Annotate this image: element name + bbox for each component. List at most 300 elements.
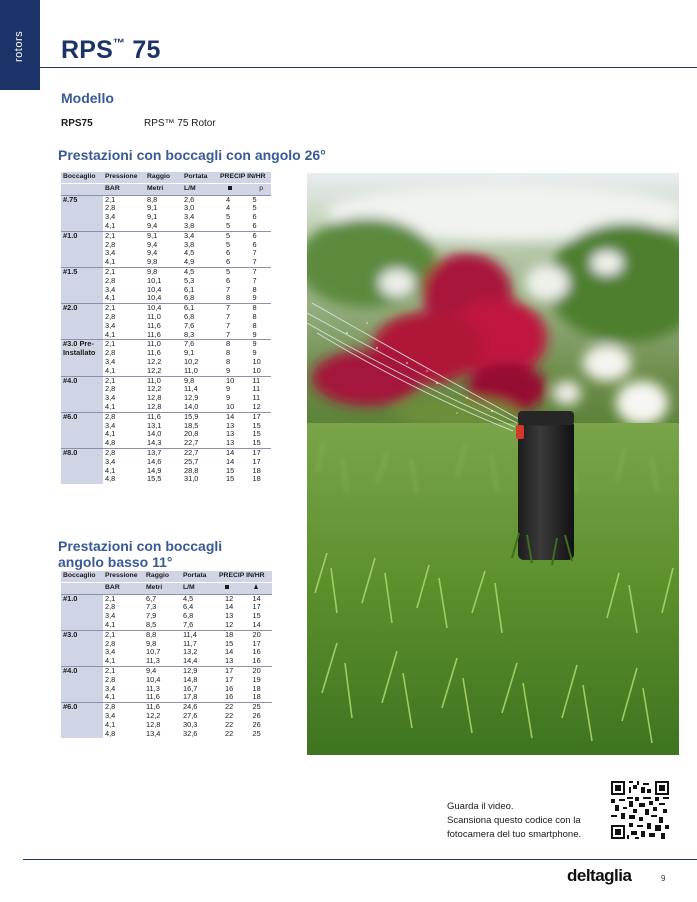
nozzle-group <box>61 195 271 231</box>
table1-heading: Prestazioni con boccagli con angolo 26° <box>58 147 326 163</box>
nozzle-label: #1.5 <box>61 267 103 303</box>
pressure-cell: 2,1 <box>105 230 116 240</box>
flow-cell: 32,6 <box>183 728 198 738</box>
qr-code-icon[interactable] <box>611 781 669 839</box>
flow-cell: 12,9 <box>183 665 198 675</box>
precip-triangle-cell: 7 <box>252 257 257 267</box>
flow-cell: 6,8 <box>183 611 194 621</box>
table-row <box>61 666 272 675</box>
radius-cell: 7,9 <box>146 611 157 621</box>
precip-triangle-cell: 15 <box>252 420 261 430</box>
flow-cell: 4,5 <box>184 248 195 258</box>
col-precip: PRECIP IN/HR <box>217 571 272 582</box>
precip-triangle-cell: 18 <box>252 465 261 475</box>
table-row <box>61 304 271 313</box>
radius-cell: 9,1 <box>147 203 158 213</box>
radius-cell: 6,7 <box>146 593 157 603</box>
flow-cell: 3,4 <box>184 230 195 240</box>
flow-cell: 14,8 <box>183 674 198 684</box>
nozzle-label: #3.0 <box>61 630 103 666</box>
pressure-cell: 4,1 <box>105 692 116 702</box>
title-main: RPS <box>61 36 114 64</box>
nozzle-group <box>61 630 272 666</box>
precip-triangle-cell: 11 <box>252 384 261 394</box>
pressure-cell: 2,1 <box>105 266 116 276</box>
precip-square-cell: 14 <box>226 411 235 421</box>
col-pressure-unit: BAR <box>103 183 145 195</box>
precip-triangle-cell: 9 <box>252 329 257 339</box>
flow-cell: 22,7 <box>184 438 199 448</box>
flow-cell: 7,6 <box>184 320 195 330</box>
pressure-cell: 2,8 <box>105 384 116 394</box>
flow-cell: 6,4 <box>183 602 194 612</box>
precip-triangle-cell: 6 <box>252 220 257 230</box>
pressure-cell: 4,1 <box>105 719 116 729</box>
pressure-cell: 4,1 <box>105 365 116 375</box>
table-row <box>61 195 271 204</box>
flow-cell: 11,4 <box>184 384 198 394</box>
radius-cell: 14,0 <box>147 429 162 439</box>
col-nozzle: Boccaglio <box>61 172 103 183</box>
precip-square-cell: 9 <box>226 365 231 375</box>
footer-rule <box>23 859 697 860</box>
flow-cell: 25,7 <box>184 456 199 466</box>
pressure-cell: 4,1 <box>105 220 116 230</box>
precip-square-cell: 5 <box>226 230 231 240</box>
flow-cell: 4,5 <box>184 266 195 276</box>
radius-cell: 14,9 <box>147 465 162 475</box>
radius-cell: 12,2 <box>147 384 162 394</box>
pressure-cell: 2,8 <box>105 239 116 249</box>
precip-square-cell: 15 <box>226 465 235 475</box>
precip-triangle-cell: 8 <box>252 320 257 330</box>
col-radius: Raggio <box>145 172 182 183</box>
flow-cell: 6,1 <box>184 284 195 294</box>
col-flow: Portata <box>182 172 218 183</box>
radius-cell: 11,0 <box>147 375 161 385</box>
table-row <box>61 703 272 712</box>
precip-triangle-cell: 12 <box>252 401 261 411</box>
precip-square-cell: 13 <box>226 420 235 430</box>
precip-square-cell: 18 <box>225 629 234 639</box>
precip-triangle-cell: 18 <box>252 474 261 484</box>
page-title <box>61 36 161 65</box>
radius-cell: 8,8 <box>147 194 158 204</box>
precip-triangle-cell: 17 <box>252 411 261 421</box>
video-instructions <box>447 800 581 842</box>
pressure-cell: 3,4 <box>105 356 116 366</box>
table-row <box>61 231 271 240</box>
precip-triangle-cell: 15 <box>252 438 261 448</box>
flow-cell: 9,1 <box>184 348 195 358</box>
pressure-cell: 4,8 <box>105 438 116 448</box>
precip-square-cell: 8 <box>226 293 231 303</box>
precip-triangle-cell: 18 <box>252 692 261 702</box>
nozzle-group <box>61 594 272 630</box>
pressure-cell: 4,8 <box>105 728 116 738</box>
precip-square-cell: 13 <box>225 611 234 621</box>
precip-triangle-cell: 9 <box>252 348 257 358</box>
radius-cell: 13,1 <box>147 420 162 430</box>
radius-cell: 10,4 <box>146 674 161 684</box>
precip-square-cell: 13 <box>226 429 235 439</box>
precip-triangle-cell: 10 <box>252 356 261 366</box>
col-radius-unit: Metri <box>145 183 182 195</box>
flow-cell: 4,5 <box>183 593 194 603</box>
precip-triangle-cell: 17 <box>252 456 261 466</box>
precip-triangle-cell: 9 <box>252 339 257 349</box>
precip-triangle-cell: 7 <box>252 266 257 276</box>
pressure-cell: 4,1 <box>105 329 116 339</box>
radius-cell: 11,6 <box>147 411 161 421</box>
precip-triangle-cell: 7 <box>252 248 257 258</box>
pressure-cell: 3,4 <box>105 320 116 330</box>
pressure-cell: 2,8 <box>105 348 116 358</box>
radius-cell: 10,4 <box>147 284 162 294</box>
table-row <box>61 630 272 639</box>
radius-cell: 12,8 <box>147 393 162 403</box>
precip-triangle-cell: 15 <box>252 429 261 439</box>
radius-cell: 8,8 <box>146 629 157 639</box>
flow-cell: 10,2 <box>184 356 199 366</box>
precip-triangle-cell: 17 <box>252 602 261 612</box>
col-flow-unit: L/M <box>182 183 218 195</box>
nozzle-label: #4.0 <box>61 666 103 702</box>
page-number: 9 <box>661 874 666 883</box>
precip-square-cell: 22 <box>225 702 234 712</box>
flow-cell: 8,3 <box>184 329 195 339</box>
radius-cell: 11,3 <box>146 656 160 666</box>
precip-square-cell: 5 <box>226 212 231 222</box>
nozzle-label: #.75 <box>61 195 103 231</box>
col-pressure: Pressione <box>103 172 145 183</box>
nozzle-group <box>61 448 271 484</box>
pressure-cell: 4,1 <box>105 257 116 267</box>
precip-square-cell: 16 <box>225 683 234 693</box>
precip-square-cell: 17 <box>225 674 234 684</box>
flow-cell: 6,1 <box>184 303 195 313</box>
pressure-cell: 3,4 <box>105 284 116 294</box>
precip-square-cell: 7 <box>226 320 231 330</box>
pressure-cell: 3,4 <box>105 710 116 720</box>
video-line-2: Scansiona questo codice con la <box>447 815 581 826</box>
pressure-cell: 3,4 <box>105 212 116 222</box>
radius-cell: 9,8 <box>147 266 158 276</box>
flow-cell: 9,8 <box>184 375 195 385</box>
pressure-cell: 2,8 <box>105 203 116 213</box>
radius-cell: 11,3 <box>146 683 160 693</box>
flow-cell: 3,0 <box>184 203 195 213</box>
precip-triangle-cell: 6 <box>252 230 257 240</box>
radius-cell: 11,6 <box>147 329 161 339</box>
flow-cell: 31,0 <box>184 474 199 484</box>
flow-cell: 11,7 <box>183 638 197 648</box>
flow-cell: 24,6 <box>183 702 198 712</box>
radius-cell: 12,8 <box>146 719 161 729</box>
nozzle-group <box>61 703 272 739</box>
flow-cell: 30,3 <box>183 719 198 729</box>
precip-triangle-cell: 7 <box>252 275 257 285</box>
model-name: RPS™ 75 Rotor <box>144 118 216 129</box>
precip-square-cell: 6 <box>226 248 231 258</box>
precip-square-cell: 5 <box>226 220 231 230</box>
trademark-symbol: ™ <box>113 35 126 50</box>
precip-triangle-cell: 10 <box>252 365 261 375</box>
precip-triangle-cell: 8 <box>252 284 257 294</box>
flow-cell: 20,8 <box>184 429 199 439</box>
nozzle-group <box>61 304 271 340</box>
precip-triangle-cell: 6 <box>252 239 257 249</box>
precip-square-cell: 13 <box>226 438 235 448</box>
square-spacing-icon <box>228 186 232 190</box>
radius-cell: 12,2 <box>146 710 161 720</box>
pressure-cell: 4,1 <box>105 656 116 666</box>
radius-cell: 10,4 <box>147 303 162 313</box>
table2-heading <box>58 538 222 570</box>
nozzle-label: #1.0 <box>61 231 103 267</box>
nozzle-group <box>61 666 272 702</box>
pressure-cell: 3,4 <box>105 683 116 693</box>
col-nozzle: Boccaglio <box>61 571 103 582</box>
precip-triangle-cell: 25 <box>252 728 261 738</box>
pressure-cell: 4,8 <box>105 474 116 484</box>
square-spacing-icon <box>225 585 229 589</box>
radius-cell: 12,2 <box>147 365 162 375</box>
nozzle-label: #1.0 <box>61 594 103 630</box>
title-rule <box>40 67 697 68</box>
pressure-cell: 2,1 <box>105 593 116 603</box>
pressure-cell: 4,1 <box>105 465 116 475</box>
nozzle-group <box>61 340 271 376</box>
precip-square-cell: 4 <box>226 203 231 213</box>
pressure-cell: 2,1 <box>105 629 116 639</box>
pressure-cell: 3,4 <box>105 248 116 258</box>
pressure-cell: 3,4 <box>105 420 116 430</box>
flow-cell: 11,0 <box>184 365 198 375</box>
flow-cell: 15,9 <box>184 411 199 421</box>
pressure-cell: 4,1 <box>105 293 116 303</box>
pressure-cell: 2,1 <box>105 665 116 675</box>
precip-square-cell: 4 <box>226 194 231 204</box>
col-flow: Portata <box>181 571 217 582</box>
precip-square-cell: 7 <box>226 284 231 294</box>
pressure-cell: 3,4 <box>105 456 116 466</box>
radius-cell: 11,6 <box>146 692 160 702</box>
precip-square-cell: 5 <box>226 266 231 276</box>
precip-square-cell: 6 <box>226 257 231 267</box>
flow-cell: 2,6 <box>184 194 195 204</box>
radius-cell: 9,4 <box>147 248 158 258</box>
flow-cell: 22,7 <box>184 447 199 457</box>
radius-cell: 9,4 <box>146 665 157 675</box>
precip-square-cell: 8 <box>226 348 231 358</box>
precip-triangle-cell: 11 <box>252 375 261 385</box>
model-code: RPS75 <box>61 118 93 129</box>
nozzle-label: #3.0 Pre-Installato <box>61 340 103 376</box>
flow-cell: 18,5 <box>184 420 199 430</box>
radius-cell: 10,7 <box>146 647 161 657</box>
precip-square-cell: 7 <box>226 303 231 313</box>
precip-triangle-cell: 26 <box>252 719 261 729</box>
precip-triangle-cell: 17 <box>252 447 261 457</box>
flow-cell: 7,6 <box>184 339 195 349</box>
section-tab-label: rotors <box>13 30 25 62</box>
precip-square-cell: 8 <box>226 339 231 349</box>
flow-cell: 27,6 <box>183 710 198 720</box>
radius-cell: 9,8 <box>147 257 158 267</box>
precip-square-cell: 10 <box>226 401 235 411</box>
flow-cell: 17,8 <box>183 692 198 702</box>
precip-triangle-cell: 15 <box>252 611 261 621</box>
precip-triangle-cell: 8 <box>252 303 257 313</box>
triangle-spacing-label: p <box>244 183 271 195</box>
precip-triangle-cell: 11 <box>252 393 261 403</box>
radius-cell: 8,5 <box>146 619 157 629</box>
flow-cell: 16,7 <box>183 683 198 693</box>
flow-cell: 28,8 <box>184 465 199 475</box>
pressure-cell: 3,4 <box>105 611 116 621</box>
precip-square-cell: 16 <box>225 692 234 702</box>
radius-cell: 9,1 <box>147 230 158 240</box>
precip-square-cell: 10 <box>226 375 235 385</box>
radius-cell: 14,6 <box>147 456 162 466</box>
pressure-cell: 4,1 <box>105 619 116 629</box>
table2-heading-line1: Prestazioni con boccagli <box>58 538 223 554</box>
pressure-cell: 4,1 <box>105 401 116 411</box>
pressure-cell: 2,8 <box>105 275 116 285</box>
flow-cell: 14,0 <box>184 401 199 411</box>
performance-table-26deg <box>61 172 271 484</box>
radius-cell: 15,5 <box>147 474 162 484</box>
precip-triangle-cell: 6 <box>252 212 257 222</box>
table-row <box>61 267 271 276</box>
precip-square-cell: 13 <box>225 656 234 666</box>
col-pressure: Pressione <box>103 571 144 582</box>
precip-triangle-cell: 5 <box>252 203 257 213</box>
table-row <box>61 594 272 603</box>
nozzle-group <box>61 267 271 303</box>
radius-cell: 11,0 <box>147 311 161 321</box>
nozzle-group <box>61 231 271 267</box>
precip-square-cell: 15 <box>225 638 234 648</box>
pressure-cell: 2,8 <box>105 411 116 421</box>
radius-cell: 11,0 <box>147 339 161 349</box>
precip-square-cell: 7 <box>226 329 231 339</box>
pressure-cell: 2,8 <box>105 311 116 321</box>
col-pressure-unit: BAR <box>103 582 144 594</box>
precip-square-cell: 22 <box>225 728 234 738</box>
pressure-cell: 2,1 <box>105 194 116 204</box>
col-radius: Raggio <box>144 571 181 582</box>
nozzle-label: #8.0 <box>61 448 103 484</box>
precip-square-cell: 12 <box>225 593 234 603</box>
flow-cell: 6,8 <box>184 293 195 303</box>
nozzle-group <box>61 412 271 448</box>
precip-square-cell: 14 <box>226 447 235 457</box>
pressure-cell: 2,8 <box>105 602 116 612</box>
precip-triangle-cell: 19 <box>252 674 261 684</box>
radius-cell: 11,6 <box>147 348 161 358</box>
title-suffix: 75 <box>125 36 161 64</box>
precip-square-cell: 14 <box>225 602 234 612</box>
pressure-cell: 2,8 <box>105 638 116 648</box>
precip-square-cell: 8 <box>226 356 231 366</box>
pressure-cell: 3,4 <box>105 393 116 403</box>
radius-cell: 7,3 <box>146 602 157 612</box>
nozzle-label: #6.0 <box>61 703 103 739</box>
section-tab <box>0 0 40 90</box>
col-flow-unit: L/M <box>181 582 217 594</box>
pressure-cell: 2,8 <box>105 674 116 684</box>
pressure-cell: 4,1 <box>105 429 116 439</box>
pressure-cell: 2,8 <box>105 447 116 457</box>
radius-cell: 12,2 <box>147 356 162 366</box>
precip-square-cell: 17 <box>225 665 234 675</box>
video-line-3: fotocamera del tuo smartphone. <box>447 829 582 840</box>
col-radius-unit: Metri <box>144 582 181 594</box>
precip-square-cell: 15 <box>226 474 235 484</box>
precip-triangle-cell: 16 <box>252 656 261 666</box>
table-row <box>61 376 271 385</box>
precip-triangle-cell: 17 <box>252 638 261 648</box>
flow-cell: 14,4 <box>183 656 198 666</box>
nozzle-group <box>61 376 271 412</box>
precip-triangle-cell: 25 <box>252 702 261 712</box>
radius-cell: 9,4 <box>147 239 158 249</box>
radius-cell: 13,7 <box>147 447 162 457</box>
precip-square-cell: 14 <box>225 647 234 657</box>
radius-cell: 11,6 <box>147 320 161 330</box>
pressure-cell: 2,1 <box>105 375 116 385</box>
flow-cell: 4,9 <box>184 257 195 267</box>
pressure-cell: 2,1 <box>105 303 116 313</box>
radius-cell: 12,8 <box>147 401 162 411</box>
rotor-sprinkler-photo <box>307 173 679 755</box>
radius-cell: 10,1 <box>147 275 162 285</box>
table-row <box>61 340 271 349</box>
precip-triangle-cell: 5 <box>252 194 257 204</box>
radius-cell: 9,1 <box>147 212 158 222</box>
nozzle-label: #2.0 <box>61 304 103 340</box>
nozzle-label: #6.0 <box>61 412 103 448</box>
flow-cell: 12,9 <box>184 393 199 403</box>
pressure-cell: 3,4 <box>105 647 116 657</box>
nozzle-label: #4.0 <box>61 376 103 412</box>
radius-cell: 10,4 <box>147 293 162 303</box>
triangle-spacing-icon <box>254 584 258 589</box>
precip-triangle-cell: 14 <box>252 619 261 629</box>
flow-cell: 3,4 <box>184 212 195 222</box>
flow-cell: 3,8 <box>184 220 195 230</box>
precip-square-cell: 12 <box>225 619 234 629</box>
precip-triangle-cell: 14 <box>252 593 261 603</box>
pressure-cell: 2,1 <box>105 339 116 349</box>
precip-square-cell: 7 <box>226 311 231 321</box>
performance-table-11deg <box>61 571 272 738</box>
precip-triangle-cell: 8 <box>252 311 257 321</box>
precip-square-cell: 9 <box>226 393 231 403</box>
flow-cell: 6,8 <box>184 311 195 321</box>
precip-square-cell: 9 <box>226 384 231 394</box>
table-row <box>61 448 271 457</box>
flow-cell: 5,3 <box>184 275 195 285</box>
precip-triangle-cell: 20 <box>252 665 261 675</box>
radius-cell: 9,8 <box>146 638 157 648</box>
brand-logo: deltaglia <box>567 866 632 885</box>
radius-cell: 9,4 <box>147 220 158 230</box>
flow-cell: 13,2 <box>183 647 198 657</box>
model-heading: Modello <box>61 90 114 106</box>
